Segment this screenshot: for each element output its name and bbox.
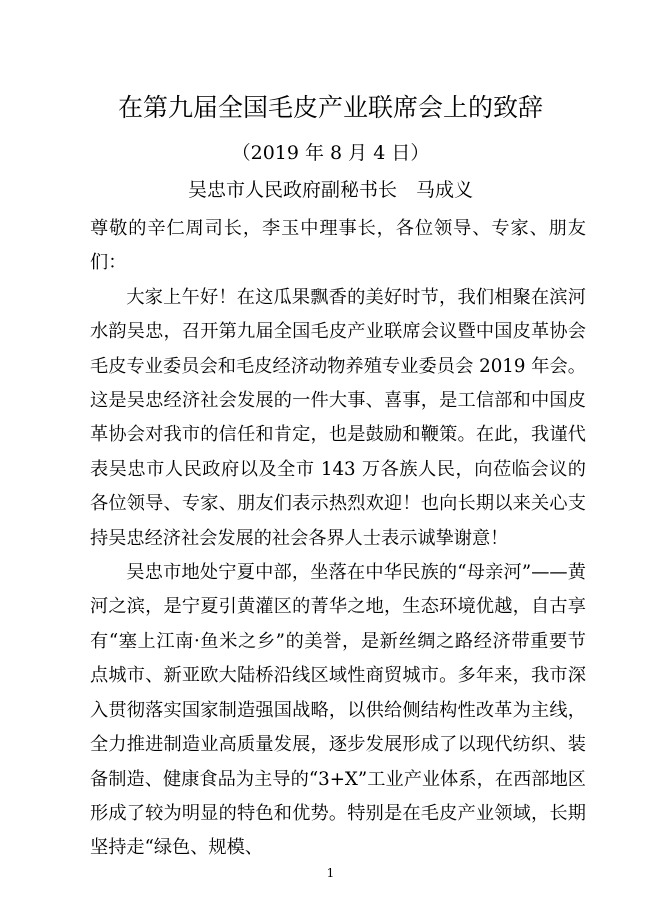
document-title: 在第九届全国毛皮产业联席会上的致辞 [117, 93, 543, 122]
speech-date: （2019 年 8 月 4 日） [231, 142, 430, 164]
author-line: 吴忠市人民政府副秘书长 马成义 [187, 179, 473, 201]
salutation: 尊敬的辛仁周司长，李玉中理事长，各位领导、专家、朋友们： [90, 218, 586, 274]
paragraph-1: 大家上午好！在这瓜果飘香的美好时节，我们相聚在滨河水韵吴忠，召开第九届全国毛皮产业联席会议暨中国皮革协会毛皮专业委员会和毛皮经济动物养殖专业委员会 2019 年会。这是吴忠经济社会发展的一件大事、喜事，是工信部和中国皮革协会对我市的信任和肯定，也是鼓励和鞭策。在此，我谨代表吴忠市人民政府以及全市 143 万各族人民，向莅临会议的各位领导、专家、朋友们表示热烈欢迎！也向长期以来关心支持吴忠经济社会发展的社会各界人士表示诚挚谢意！ [90, 286, 586, 549]
paragraph-2: 吴忠市地处宁夏中部，坐落在中华民族的“母亲河”——黄河之滨，是宁夏引黄灌区的菁华之地，生态环境优越，自古享有“塞上江南·鱼米之乡”的美誉，是新丝绸之路经济带重要节点城市、新亚欧大陆桥沿线区域性商贸城市。多年来，我市深入贯彻落实国家制造强国战略，以供给侧结构性改革为主线，全力推进制造业高质量发展，逐步发展形成了以现代纺织、装备制造、健康食品为主导的“3+X”工业产业体系，在西部地区形成了较为明显的特色和优势。特别是在毛皮产业领域，长期坚持走“绿色、规模、 [90, 562, 586, 859]
page-number: 1 [326, 866, 335, 880]
document-body [90, 212, 586, 866]
